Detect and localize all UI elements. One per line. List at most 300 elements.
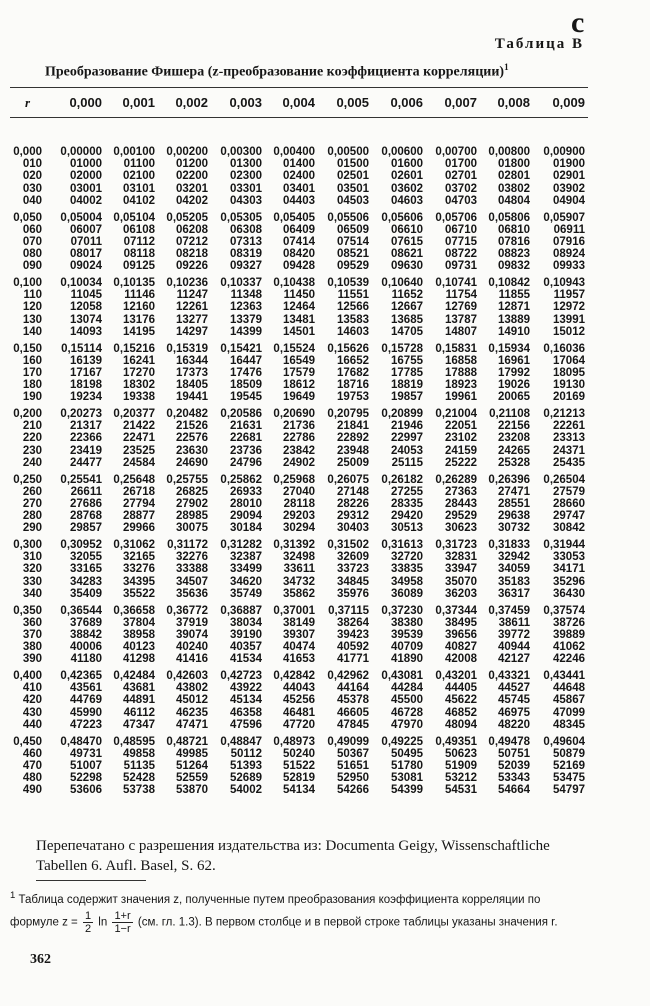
row-r-value: 170 [22,366,42,379]
table-cell: 19649 [283,391,315,404]
table-cell: 47596 [230,718,262,731]
table-cell: 28010 [230,497,262,510]
table-cell: 09933 [553,260,585,273]
table-cell: 08118 [123,248,155,261]
table-cell: 25328 [498,456,530,469]
table-cell: 29966 [123,522,155,535]
table-cell: 32831 [445,551,477,564]
table-cell: 34958 [391,575,423,588]
row-r-value: 220 [22,432,42,445]
table-cell: 34845 [337,575,369,588]
row-r-value: 270 [22,497,42,510]
table-cell: 24477 [70,456,102,469]
table-cell: 04503 [337,194,369,207]
table-cell: 16652 [337,354,369,367]
table-cell: 12667 [391,301,423,314]
table-cell: 01500 [337,158,369,171]
table-row [0,629,600,642]
table-cell: 39190 [230,628,262,641]
table-cell: 11045 [70,289,102,302]
table-cell: 28660 [553,497,585,510]
table-cell: 36430 [553,587,585,600]
table-cell: 53212 [445,772,477,785]
table-cell: 20169 [553,391,585,404]
table-cell: 32498 [283,551,315,564]
table-cell: 46481 [283,706,315,719]
row-r-value: 0,000 [13,146,42,158]
table-row [0,474,600,487]
table-cell: 0,00400 [273,146,315,158]
table-row [0,682,600,695]
row-r-value: 390 [22,653,42,666]
row-r-value: 0,450 [13,735,42,748]
table-cell: 35409 [70,587,102,600]
table-row [0,314,600,327]
table-cell: 19961 [445,391,477,404]
row-r-value: 240 [22,456,42,469]
formula-ln: ln [98,916,108,929]
table-cell: 08621 [391,248,423,261]
table-cell: 0,05806 [488,211,530,224]
table-cell: 42008 [445,653,477,666]
table-cell: 0,21004 [435,408,477,420]
table-cell: 34171 [553,563,585,576]
table-cell: 40357 [230,641,262,654]
table-cell: 17064 [553,354,585,367]
table-cell: 0,15831 [435,342,477,355]
row-r-value: 030 [22,182,42,195]
table-cell: 03101 [123,182,155,195]
table-cell: 33165 [70,563,102,576]
table-cell: 0,37459 [488,604,530,617]
table-cell: 22997 [391,432,423,445]
table-cell: 44164 [337,682,369,695]
table-row [0,355,600,368]
table-cell: 44527 [498,682,530,695]
table-row [0,588,600,601]
reprint-note: Перепечатано с разрешения издательства из: Documenta Geigy, Wissenschaftliche Tabellen 6. Aufl. Basel, S. 62. [36,838,550,874]
table-cell: 01400 [283,158,315,171]
table-cell: 06509 [337,223,369,236]
row-r-value: 480 [22,772,42,785]
table-cell: 41771 [337,653,369,666]
corner-handwritten-mark: с [571,6,585,39]
table-cell: 27040 [283,485,315,498]
table-row [0,736,600,749]
table-cell: 18198 [70,379,102,392]
table-cell: 47347 [123,718,155,731]
table-row [0,576,600,589]
table-cell: 16549 [283,354,315,367]
table-cell: 17270 [123,366,155,379]
table-cell: 45990 [70,706,102,719]
table-cell: 0,48847 [220,735,262,748]
table-cell: 13787 [445,313,477,326]
table-cell: 0,43201 [435,670,477,682]
table-cell: 0,31502 [327,539,369,551]
table-row [0,260,600,273]
table-cell: 34620 [230,575,262,588]
table-cell: 35296 [553,575,585,588]
table-cell: 52689 [230,772,262,785]
table-cell: 16961 [498,354,530,367]
row-r-value: 460 [22,747,42,760]
table-cell: 51007 [70,759,102,772]
table-cell: 0,43321 [488,670,530,682]
table-cell: 0,31613 [381,539,423,551]
table-cell: 35183 [498,575,530,588]
table-cell: 30732 [498,522,530,535]
row-r-value: 380 [22,641,42,654]
table-cell: 0,30952 [60,539,102,551]
table-cell: 32942 [498,551,530,564]
table-cell: 54664 [498,784,530,797]
table-cell: 53606 [70,784,102,797]
table-cell: 22471 [123,432,155,445]
table-cell: 53475 [553,772,585,785]
table-cell: 26825 [176,485,208,498]
table-cell: 23948 [337,444,369,457]
table-cell: 0,00900 [543,146,585,158]
table-cell: 27579 [553,485,585,498]
table-cell: 24796 [230,456,262,469]
table-cell: 0,26182 [381,473,423,486]
table-cell: 25009 [337,456,369,469]
table-cell: 27255 [391,485,423,498]
table-cell: 02200 [176,170,208,183]
table-cell: 45012 [176,694,208,707]
table-title [45,62,509,81]
table-cell: 29312 [337,510,369,523]
table-cell: 46975 [498,706,530,719]
header-top-rule [10,87,588,88]
table-cell: 0,15728 [381,342,423,355]
table-cell: 03602 [391,182,423,195]
table-cell: 04102 [123,194,155,207]
table-cell: 30075 [176,522,208,535]
table-cell: 54266 [337,784,369,797]
table-cell: 0,05506 [327,211,369,224]
table-cell: 48345 [553,718,585,731]
table-cell: 18923 [445,379,477,392]
table-cell: 22051 [445,420,477,433]
table-cell: 51909 [445,759,477,772]
table-cell: 03301 [230,182,262,195]
table-row [0,551,600,564]
table-cell: 08823 [498,248,530,261]
table-cell: 02801 [498,170,530,183]
table-cell: 12871 [498,301,530,314]
table-cell: 26718 [123,485,155,498]
table-cell: 19338 [123,391,155,404]
table-cell: 0,48470 [60,735,102,748]
table-cell: 42246 [553,653,585,666]
table-cell: 11754 [445,289,477,302]
table-cell: 0,31723 [435,539,477,551]
table-cell: 06610 [391,223,423,236]
table-cell: 46728 [391,706,423,719]
table-cell: 09024 [70,260,102,273]
table-cell: 46358 [230,706,262,719]
table-cell: 38726 [553,616,585,629]
table-cell: 08420 [283,248,315,261]
table-cell: 53343 [498,772,530,785]
table-cell: 0,21213 [543,408,585,420]
table-cell: 22156 [498,420,530,433]
table-cell: 32276 [176,551,208,564]
table-cell: 40474 [283,641,315,654]
table-cell: 0,10539 [327,277,369,289]
table-cell: 33835 [391,563,423,576]
row-r-value: 040 [22,194,42,207]
table-cell: 0,49351 [435,735,477,748]
table-cell: 33388 [176,563,208,576]
table-row [0,617,600,630]
table-cell: 37804 [123,616,155,629]
table-row [0,146,600,159]
table-cell: 25435 [553,456,585,469]
table-cell: 0,31282 [220,539,262,551]
table-row [0,301,600,314]
table-cell: 08722 [445,248,477,261]
table-cell: 18509 [230,379,262,392]
table-cell: 50495 [391,747,423,760]
row-r-value: 330 [22,575,42,588]
page-number: 362 [30,952,51,967]
table-cell: 0,15216 [113,342,155,355]
row-r-value: 210 [22,420,42,433]
header-col-2: 0,002 [175,95,208,110]
table-cell: 02601 [391,170,423,183]
table-cell: 40709 [391,641,423,654]
table-cell: 32609 [337,551,369,564]
table-cell: 21422 [123,420,155,433]
table-cell: 51522 [283,759,315,772]
table-cell: 49985 [176,747,208,760]
table-cell: 17373 [176,366,208,379]
table-cell: 43922 [230,682,262,695]
table-cell: 0,15421 [220,342,262,355]
table-cell: 22892 [337,432,369,445]
table-cell: 49858 [123,747,155,760]
frac-half-numerator: 1 [84,909,92,922]
table-cell: 41890 [391,653,423,666]
table-cell: 11348 [230,289,262,302]
table-cell: 36317 [498,587,530,600]
row-r-value: 490 [22,784,42,797]
table-cell: 22576 [176,432,208,445]
row-r-value: 370 [22,628,42,641]
table-row [0,522,600,535]
table-cell: 36089 [391,587,423,600]
table-cell: 24690 [176,456,208,469]
table-cell: 0,42723 [220,670,262,682]
table-cell: 11855 [498,289,530,302]
row-r-value: 090 [22,260,42,273]
table-cell: 45745 [498,694,530,707]
table-cell: 34732 [283,575,315,588]
table-cell: 13583 [337,313,369,326]
row-r-value: 290 [22,522,42,535]
table-cell: 0,42365 [60,670,102,682]
table-cell: 04603 [391,194,423,207]
table-cell: 03201 [176,182,208,195]
table-cell: 19441 [176,391,208,404]
table-cell: 29529 [445,510,477,523]
table-cell: 01800 [498,158,530,171]
table-cell: 0,10842 [488,277,530,289]
table-cell: 45622 [445,694,477,707]
table-row [0,670,600,683]
table-cell: 33276 [123,563,155,576]
table-cell: 12566 [337,301,369,314]
table-cell: 38495 [445,616,477,629]
table-cell: 47970 [391,718,423,731]
table-cell: 0,25648 [113,473,155,486]
table-cell: 0,05205 [166,211,208,224]
table-row [0,784,600,797]
table-cell: 41180 [70,653,102,666]
table-row [0,343,600,356]
table-cell: 04202 [176,194,208,207]
table-cell: 0,26504 [543,473,585,486]
table-cell: 32720 [391,551,423,564]
table-cell: 24159 [445,444,477,457]
table-cell: 21631 [230,420,262,433]
table-row [0,158,600,171]
header-col-1: 0,001 [122,95,155,110]
table-cell: 16344 [176,354,208,367]
table-cell: 23313 [553,432,585,445]
table-cell: 13176 [123,313,155,326]
header-col-6: 0,006 [390,95,423,110]
table-cell: 43681 [123,682,155,695]
table-cell: 07112 [123,235,155,248]
table-row [0,420,600,433]
table-cell: 21946 [391,420,423,433]
table-cell: 03902 [553,182,585,195]
table-cell: 12058 [70,301,102,314]
table-cell: 06911 [553,223,585,236]
table-cell: 18612 [283,379,315,392]
table-cell: 49731 [70,747,102,760]
table-cell: 02501 [337,170,369,183]
table-row [0,391,600,404]
table-cell: 16139 [70,354,102,367]
table-cell: 38958 [123,628,155,641]
table-cell: 0,15114 [61,342,102,355]
table-cell: 0,37001 [273,604,315,617]
footnote-marker: 1 [10,890,16,901]
table-cell: 17992 [498,366,530,379]
row-r-value: 080 [22,248,42,261]
table-cell: 28443 [445,497,477,510]
table-cell: 38611 [498,616,530,629]
table-cell: 32055 [70,551,102,564]
table-cell: 45378 [337,694,369,707]
table-cell: 17785 [391,366,423,379]
table-cell: 0,05606 [381,211,423,224]
table-cell: 0,36772 [166,604,208,617]
row-r-value: 0,250 [13,473,42,486]
table-cell: 30623 [445,522,477,535]
table-cell: 0,26396 [488,473,530,486]
row-r-value: 0,200 [13,408,42,420]
table-cell: 14910 [498,325,530,338]
table-cell: 50367 [337,747,369,760]
table-cell: 47099 [553,706,585,719]
table-cell: 0,48721 [166,735,208,748]
table-cell: 11247 [176,289,208,302]
table-cell: 0,42603 [166,670,208,682]
table-cell: 0,15319 [166,342,208,355]
table-cell: 08017 [70,248,102,261]
table-cell: 18819 [391,379,423,392]
table-cell: 41416 [176,653,208,666]
table-cell: 0,49604 [543,735,585,748]
table-cell: 0,20795 [327,408,369,420]
table-cell: 33947 [445,563,477,576]
table-cell: 47720 [283,718,315,731]
table-cell: 40827 [445,641,477,654]
table-cell: 12363 [230,301,262,314]
table-cell: 28551 [498,497,530,510]
table-row [0,641,600,654]
table-cell: 0,43081 [381,670,423,682]
table-cell: 34059 [498,563,530,576]
table-cell: 13991 [553,313,585,326]
table-cell: 39307 [283,628,315,641]
table-cell: 44405 [445,682,477,695]
table-cell: 0,05104 [113,211,155,224]
table-cell: 24265 [498,444,530,457]
table-cell: 24053 [391,444,423,457]
table-cell: 09630 [391,260,423,273]
table-cell: 52039 [498,759,530,772]
table-cell: 07212 [176,235,208,248]
table-cell: 0,05305 [220,211,262,224]
table-cell: 18405 [176,379,208,392]
table-cell: 06710 [445,223,477,236]
table-cell: 43561 [70,682,102,695]
table-cell: 40006 [70,641,102,654]
table-cell: 0,31172 [167,539,208,551]
table-cell: 23630 [176,444,208,457]
table-cell: 51135 [123,759,155,772]
table-cell: 30513 [391,522,423,535]
table-cell: 09327 [230,260,262,273]
table-cell: 23842 [283,444,315,457]
table-cell: 40240 [176,641,208,654]
table-cell: 23419 [70,444,102,457]
frac-half-denominator: 2 [84,922,92,935]
table-cell: 13889 [498,313,530,326]
table-cell: 46852 [445,706,477,719]
formula-fraction-ratio [112,910,132,935]
table-cell: 12464 [283,301,315,314]
table-cell: 29857 [70,522,102,535]
table-cell: 0,25862 [220,473,262,486]
row-r-value: 130 [22,313,42,326]
table-row [0,694,600,707]
table-cell: 29203 [283,510,315,523]
table-cell: 01300 [230,158,262,171]
table-cell: 18095 [553,366,585,379]
table-cell: 0,37574 [543,604,585,617]
table-title-text: Преобразование Фишера (z-преобразование коэффициента корреляции) [45,64,505,80]
footnote-text-after: (см. гл. 1.3). В первом столбце и в первой строке таблицы указаны значения r. [137,916,558,929]
table-cell: 24371 [553,444,585,457]
